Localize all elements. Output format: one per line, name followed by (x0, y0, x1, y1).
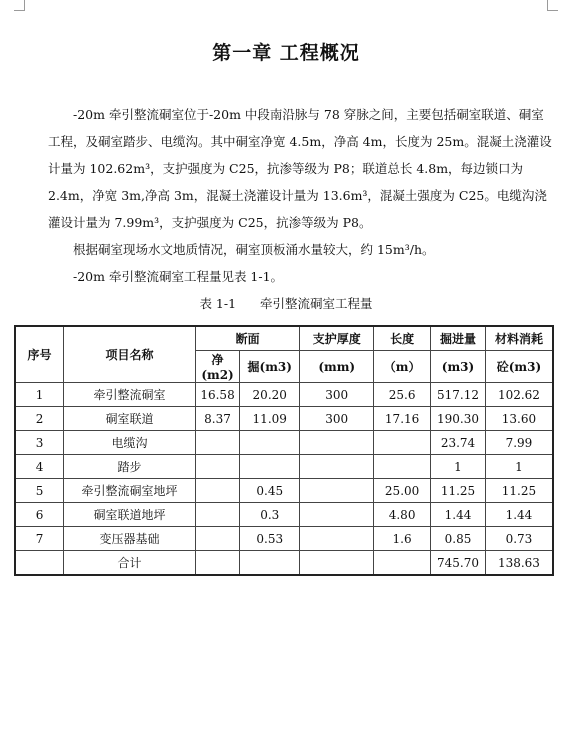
cell-length: 17.16 (374, 407, 431, 431)
table-header-row (15, 326, 553, 351)
cell-advance: 23.74 (431, 431, 486, 455)
header-section: 断面 (195, 326, 299, 351)
page-corner-mark-left (14, 0, 25, 11)
cell-seq: 4 (15, 455, 64, 479)
cell-name: 牵引整流硐室地坪 (64, 479, 196, 503)
cell-dig: 0.45 (240, 479, 300, 503)
cell-material: 1 (485, 455, 553, 479)
cell-seq: 7 (15, 527, 64, 551)
cell-support (300, 479, 374, 503)
table-number: 表 1-1 (199, 296, 237, 311)
table-caption (0, 294, 572, 312)
cell-net (195, 479, 239, 503)
cell-advance: 1.44 (431, 503, 486, 527)
cell-net: 8.37 (195, 407, 239, 431)
overview-paragraph: -20m 牵引整流硐室位于-20m 中段南沿脉与 78 穿脉之间，主要包括硐室联道、硐室工程，及硐室踏步、电缆沟。其中硐室净宽 4.5m，净高 4m，长度为 25m。混凝土浇灌设计量为 102.62m³，支护强度为 C25，抗渗等级为 P8；联道总长 4.8m，每边锁口为 2.4m，净宽 3m,净高 3m，混凝土浇灌设计量为 13.6m³，混凝土强度为 C25。电缆沟浇灌设计量为 7.99m³，支护强度为 C25，抗渗等级为 P8。 (48, 107, 552, 230)
cell-advance: 11.25 (431, 479, 486, 503)
header-material: 材料消耗 (485, 326, 553, 351)
table-row (15, 455, 553, 479)
cell-support (300, 431, 374, 455)
table-row (15, 527, 553, 551)
cell-name: 电缆沟 (64, 431, 196, 455)
cell-name: 硐室联道地坪 (64, 503, 196, 527)
cell-seq: 5 (15, 479, 64, 503)
cell-material: 1.44 (485, 503, 553, 527)
header-support: 支护厚度 (300, 326, 374, 351)
table-row (15, 503, 553, 527)
cell-material: 138.63 (485, 551, 553, 576)
cell-length (374, 551, 431, 576)
header-name: 项目名称 (64, 326, 196, 383)
cell-net: 16.58 (195, 383, 239, 407)
cell-support (300, 527, 374, 551)
table-reference-paragraph: -20m 牵引整流硐室工程量见表 1-1。 (73, 269, 284, 284)
cell-length: 1.6 (374, 527, 431, 551)
header-length-unit: （m） (374, 351, 431, 383)
cell-seq (15, 551, 64, 576)
header-dig: 掘(m3) (240, 351, 300, 383)
header-length: 长度 (374, 326, 431, 351)
cell-material: 11.25 (485, 479, 553, 503)
cell-dig (240, 455, 300, 479)
cell-dig: 20.20 (240, 383, 300, 407)
table-row (15, 479, 553, 503)
cell-support: 300 (300, 407, 374, 431)
cell-name: 合计 (64, 551, 196, 576)
table-row (15, 383, 553, 407)
header-material-unit: 砼(m3) (485, 351, 553, 383)
cell-seq: 1 (15, 383, 64, 407)
cell-material: 13.60 (485, 407, 553, 431)
cell-advance: 0.85 (431, 527, 486, 551)
table-row (15, 431, 553, 455)
chapter-title: 第一章 工程概况 (212, 42, 360, 64)
cell-material: 0.73 (485, 527, 553, 551)
cell-dig (240, 431, 300, 455)
cell-name: 变压器基础 (64, 527, 196, 551)
cell-dig: 11.09 (240, 407, 300, 431)
cell-support (300, 551, 374, 576)
hydrology-paragraph: 根据硐室现场水文地质情况，硐室顶板涌水量较大，约 15m³/h。 (73, 242, 435, 257)
page-corner-mark-right (547, 0, 558, 11)
cell-material: 7.99 (485, 431, 553, 455)
cell-length: 25.00 (374, 479, 431, 503)
table-total-row (15, 551, 553, 576)
cell-net (195, 551, 239, 576)
cell-support: 300 (300, 383, 374, 407)
cell-net (195, 455, 239, 479)
cell-name: 踏步 (64, 455, 196, 479)
cell-length (374, 431, 431, 455)
cell-length (374, 455, 431, 479)
cell-advance: 190.30 (431, 407, 486, 431)
table-title: 牵引整流硐室工程量 (260, 296, 373, 311)
quantity-table (14, 325, 554, 576)
cell-material: 102.62 (485, 383, 553, 407)
cell-support (300, 503, 374, 527)
cell-length: 25.6 (374, 383, 431, 407)
cell-dig: 0.53 (240, 527, 300, 551)
cell-net (195, 527, 239, 551)
cell-advance: 517.12 (431, 383, 486, 407)
cell-length: 4.80 (374, 503, 431, 527)
cell-net (195, 503, 239, 527)
cell-name: 牵引整流硐室 (64, 383, 196, 407)
header-seq: 序号 (15, 326, 64, 383)
cell-net (195, 431, 239, 455)
header-net: 净(m2) (195, 351, 239, 383)
cell-support (300, 455, 374, 479)
cell-advance: 1 (431, 455, 486, 479)
cell-name: 硐室联道 (64, 407, 196, 431)
cell-seq: 2 (15, 407, 64, 431)
cell-dig: 0.3 (240, 503, 300, 527)
header-advance-unit: (m3) (431, 351, 486, 383)
table-row (15, 407, 553, 431)
cell-dig (240, 551, 300, 576)
cell-seq: 3 (15, 431, 64, 455)
header-advance: 掘进量 (431, 326, 486, 351)
cell-advance: 745.70 (431, 551, 486, 576)
header-support-unit: (mm) (300, 351, 374, 383)
cell-seq: 6 (15, 503, 64, 527)
